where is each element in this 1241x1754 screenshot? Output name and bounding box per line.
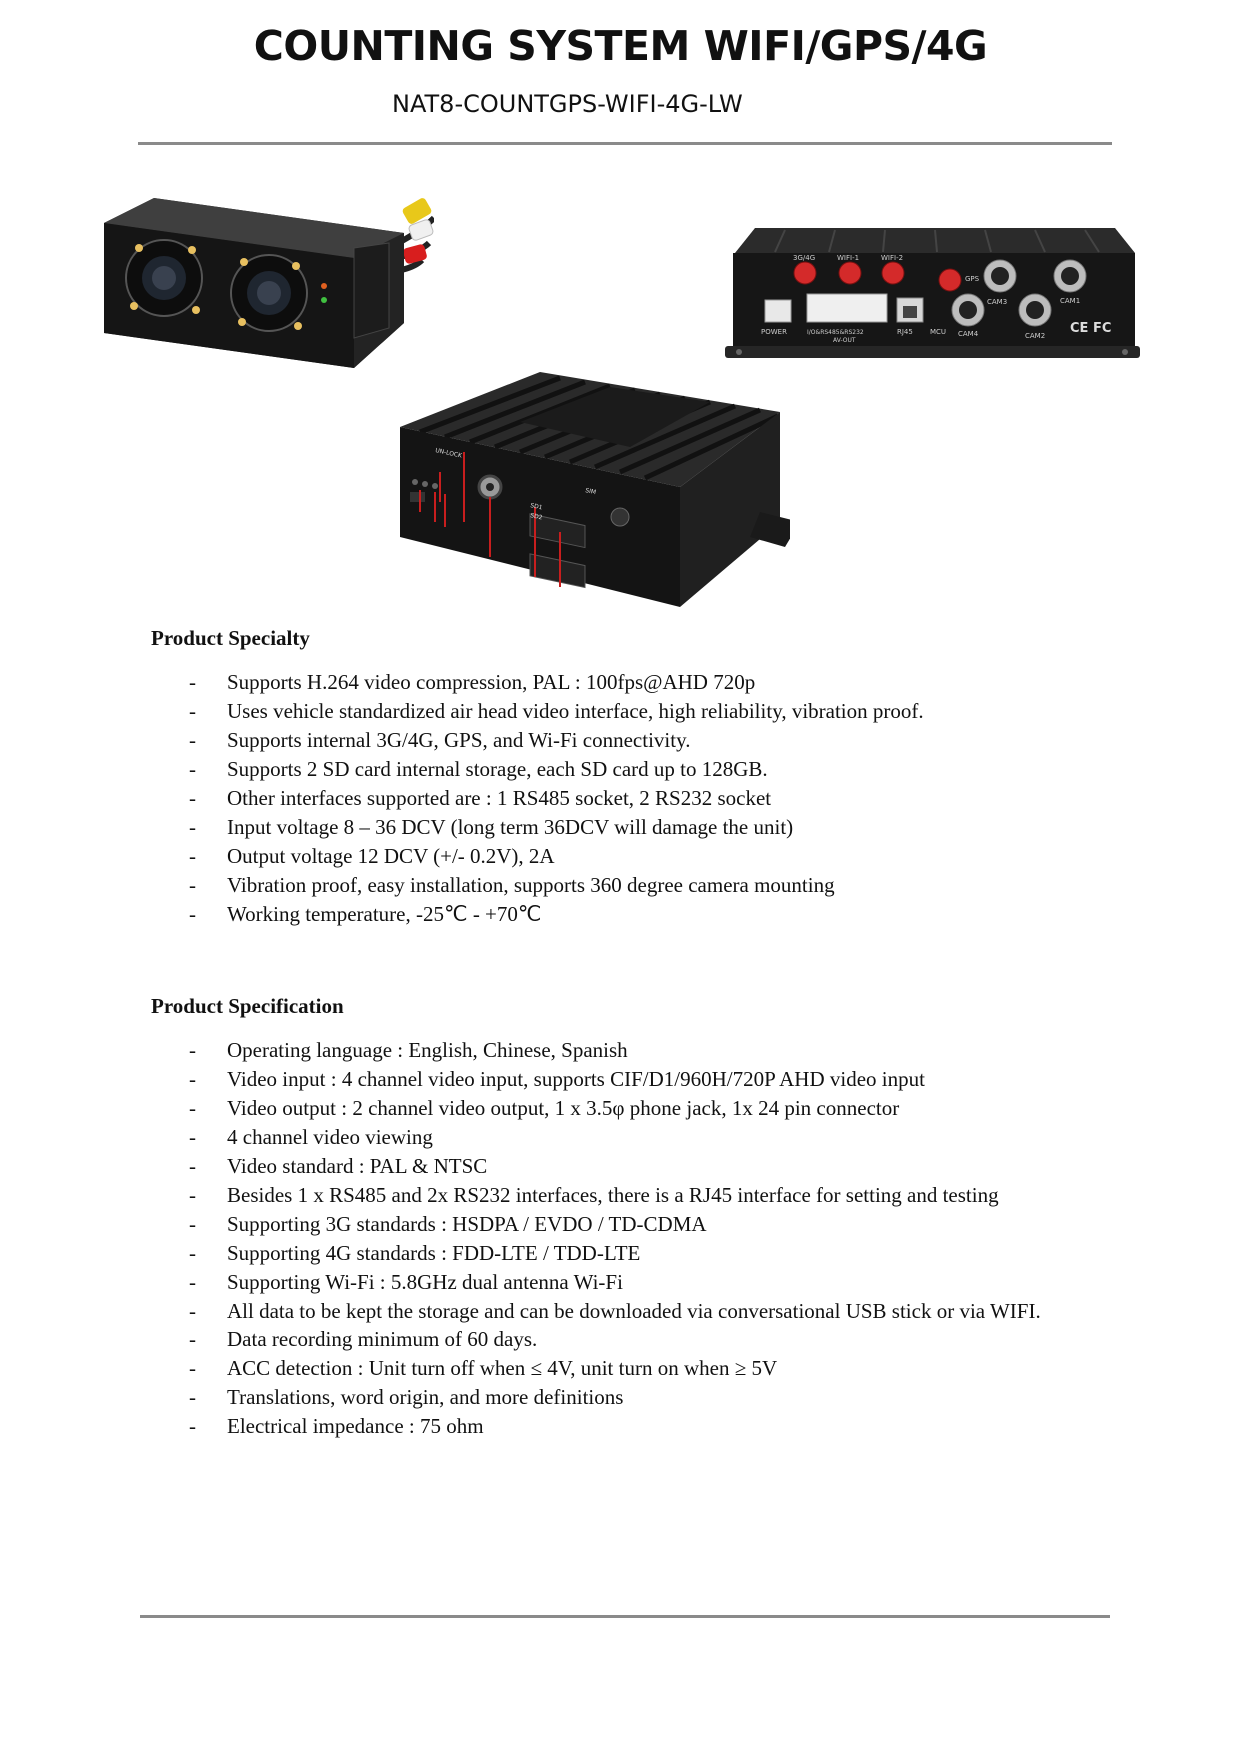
- label-cam3: CAM3: [987, 298, 1008, 306]
- list-item: - Translations, word origin, and more definitions: [189, 1383, 1089, 1412]
- list-dash: -: [189, 1299, 196, 1323]
- mdvr-unit-photo: [380, 372, 790, 612]
- list-dash: -: [189, 1385, 196, 1409]
- list-item: - Output voltage 12 DCV (+/- 0.2V), 2A: [189, 842, 924, 871]
- list-dash: -: [189, 1096, 196, 1120]
- list-item: - Supporting 3G standards : HSDPA / EVDO / TD-CDMA: [189, 1210, 1089, 1239]
- label-cam4: CAM4: [958, 330, 979, 338]
- list-dash: -: [189, 757, 196, 781]
- list-dash: -: [189, 873, 196, 897]
- label-avout: AV-OUT: [833, 337, 856, 344]
- list-item: - Supporting Wi-Fi : 5.8GHz dual antenna Wi-Fi: [189, 1268, 1089, 1297]
- list-dash: -: [189, 844, 196, 868]
- page-title: COUNTING SYSTEM WIFI/GPS/4G: [253, 22, 988, 70]
- compliance-marks: CE FC: [1070, 321, 1112, 336]
- list-dash: -: [189, 1270, 196, 1294]
- list-item: - Supporting 4G standards : FDD-LTE / TDD-LTE: [189, 1239, 1089, 1268]
- list-dash: -: [189, 1414, 196, 1438]
- label-gps: GPS: [965, 275, 980, 283]
- specialty-heading: Product Specialty: [151, 626, 310, 650]
- list-dash: -: [189, 1241, 196, 1265]
- label-sd1: SD1: [529, 502, 544, 512]
- list-item: - Working temperature, -25℃ - +70℃: [189, 900, 924, 929]
- header-divider: [138, 142, 1112, 145]
- label-rj45: RJ45: [897, 328, 913, 336]
- model-number: NAT8-COUNTGPS-WIFI-4G-LW: [392, 90, 743, 118]
- list-item: - Supports 2 SD card internal storage, each SD card up to 128GB.: [189, 755, 924, 784]
- specification-heading: Product Specification: [151, 994, 344, 1018]
- list-item: - Operating language : English, Chinese, Spanish: [189, 1036, 1089, 1065]
- list-item: - Supports H.264 video compression, PAL : 100fps@AHD 720p: [189, 668, 924, 697]
- specialty-list: [189, 668, 924, 929]
- list-dash: -: [189, 1067, 196, 1091]
- label-io: I/O&RS485&RS232: [807, 329, 864, 336]
- label-unlock: UN-LOCK: [434, 447, 463, 460]
- label-wifi1: WIFI-1: [837, 254, 860, 262]
- list-item: - Video output : 2 channel video output, 1 x 3.5φ phone jack, 1x 24 pin connector: [189, 1094, 1089, 1123]
- list-dash: -: [189, 1125, 196, 1149]
- label-3g4g: 3G/4G: [793, 254, 816, 262]
- list-dash: -: [189, 699, 196, 723]
- list-item: - Electrical impedance : 75 ohm: [189, 1412, 1089, 1441]
- label-power: POWER: [761, 328, 787, 336]
- label-sd2: SD2: [529, 512, 544, 522]
- list-dash: -: [189, 728, 196, 752]
- list-item: - Besides 1 x RS485 and 2x RS232 interfaces, there is a RJ45 interface for setting and testing: [189, 1181, 1089, 1210]
- label-wifi2: WIFI-2: [881, 254, 904, 262]
- list-dash: -: [189, 1183, 196, 1207]
- mdvr-rear-panel-photo: [725, 218, 1140, 368]
- list-item: - All data to be kept the storage and can be downloaded via conversational USB stick or via WIFI.: [189, 1299, 1041, 1323]
- list-dash: -: [189, 1327, 196, 1351]
- specification-list: [189, 1036, 1089, 1441]
- list-dash: -: [189, 786, 196, 810]
- list-item: - Input voltage 8 – 36 DCV (long term 36DCV will damage the unit): [189, 813, 924, 842]
- footer-divider: [140, 1615, 1110, 1618]
- list-dash: -: [189, 1154, 196, 1178]
- list-item: - Video standard : PAL & NTSC: [189, 1152, 1089, 1181]
- list-item: - 4 channel video viewing: [189, 1123, 1089, 1152]
- list-dash: -: [189, 670, 196, 694]
- counting-camera-photo: [104, 188, 434, 373]
- list-item: - ACC detection : Unit turn off when ≤ 4V, unit turn on when ≥ 5V: [189, 1354, 1089, 1383]
- list-item: - Video input : 4 channel video input, supports CIF/D1/960H/720P AHD video input: [189, 1065, 1089, 1094]
- list-item: - Other interfaces supported are : 1 RS485 socket, 2 RS232 socket: [189, 784, 924, 813]
- label-sim: SIM: [584, 487, 597, 497]
- list-dash: -: [189, 1356, 196, 1380]
- label-cam2: CAM2: [1025, 332, 1046, 340]
- list-dash: -: [189, 1038, 196, 1062]
- list-dash: -: [189, 902, 196, 926]
- list-dash: -: [189, 1212, 196, 1236]
- list-item: - Uses vehicle standardized air head video interface, high reliability, vibration proof.: [189, 697, 924, 726]
- label-cam1: CAM1: [1060, 297, 1081, 305]
- label-mcu: MCU: [930, 328, 947, 336]
- list-item: - Supports internal 3G/4G, GPS, and Wi-Fi connectivity.: [189, 726, 924, 755]
- list-dash: -: [189, 815, 196, 839]
- list-item: - Vibration proof, easy installation, supports 360 degree camera mounting: [189, 871, 924, 900]
- list-item: - Data recording minimum of 60 days.: [189, 1325, 1089, 1354]
